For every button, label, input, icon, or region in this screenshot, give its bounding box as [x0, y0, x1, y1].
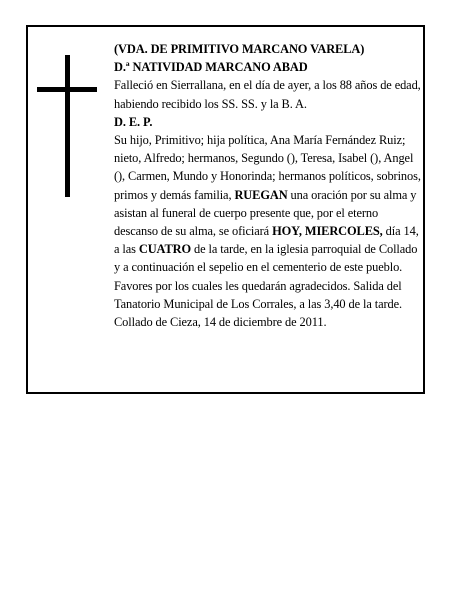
widow-line: (VDA. DE PRIMITIVO MARCANO VARELA)	[114, 42, 365, 56]
cross-vertical-bar	[65, 55, 70, 197]
cross-icon	[37, 55, 97, 197]
death-notice: Falleció en Sierrallana, en el día de ayer, a los 88 años de edad, habiendo recibido los SS. SS. y la B. A.	[114, 78, 421, 111]
family-text-2: una oración por su alma y asistan al funeral de cuerpo presente que, por el eterno descanso de su alma, se oficiará	[114, 187, 417, 239]
obituary-notice	[26, 25, 425, 394]
family-paragraph	[114, 131, 422, 313]
family-text-4: de la tarde, en la iglesia parroquial de Collado y a continuación el sepelio en el cementerio de este pueblo. Favores por los cuales les quedarán agradecidos. Salida del Tanatorio Municipal de Los Corrales, a las 3,40 de la tarde.	[114, 242, 418, 311]
ruegan-text: RUEGAN	[234, 187, 288, 202]
place-date: Collado de Cieza, 14 de diciembre de 2011.	[114, 315, 327, 330]
dep-line: D. E. P.	[114, 114, 153, 129]
deceased-name: D.ª NATIVIDAD MARCANO ABAD	[114, 60, 308, 75]
family-text-1: Su hijo, Primitivo; hija política, Ana María Fernández Ruiz; nieto, Alfredo; hermanos, Segundo (), Teresa, Isabel (), Angel (), Carmen, Mundo y Honorinda; hermanos políticos, sobrinos, primos y demás familia,	[114, 133, 421, 202]
family-text-3: día 14, a las	[114, 224, 419, 257]
cross-horizontal-bar	[37, 87, 97, 92]
notice-text	[114, 40, 422, 331]
cuatro-text: CUATRO	[138, 242, 192, 257]
hoy-miercoles-text: HOY, MIERCOLES,	[272, 224, 383, 239]
